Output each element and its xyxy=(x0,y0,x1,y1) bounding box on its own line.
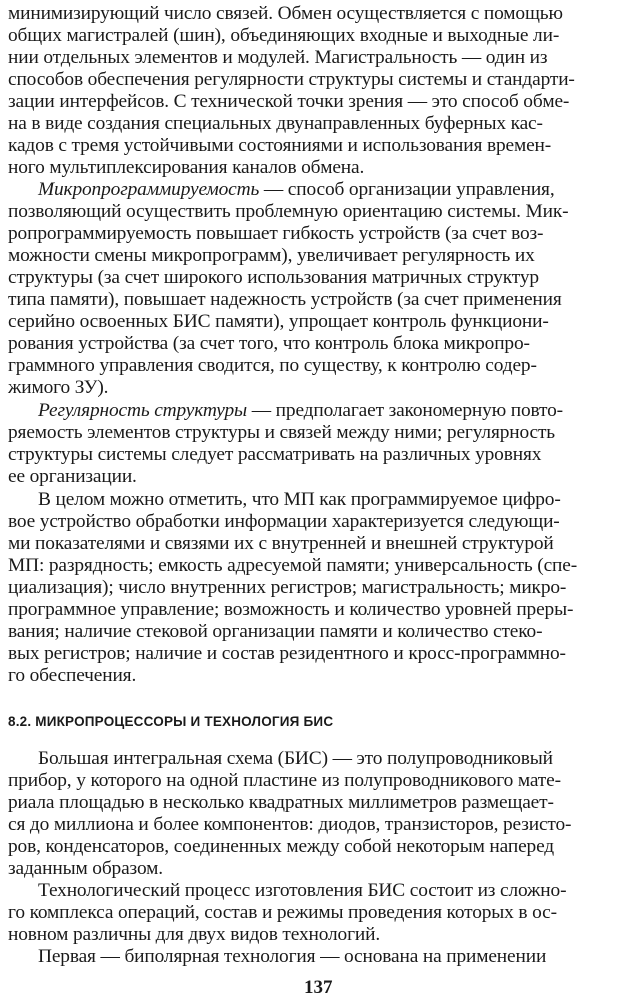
text-line: жимого ЗУ). xyxy=(8,377,109,398)
text-line: вых регистров; наличие и состав резидентного и кросс-программно- xyxy=(8,643,566,664)
text-line: серийно освоенных БИС памяти), упрощает контроль функциони- xyxy=(8,311,549,332)
text-line: можности смены микропрограмм), увеличивает регулярность их xyxy=(8,245,535,266)
text-line: ся до миллиона и более компонентов: диодов, транзисторов, резисто- xyxy=(8,814,572,835)
text-line: программное управление; возможность и количество уровней преры- xyxy=(8,599,574,620)
text-line: новном различны для двух видов технологий. xyxy=(8,924,381,945)
text-line: вое устройство обработки информации характеризуется следующи- xyxy=(8,511,560,532)
text-line: Первая — биполярная технология — основана на применении xyxy=(38,946,547,967)
text-line: на в виде создания специальных двунаправленных буферных кас- xyxy=(8,113,543,134)
text-line: ного мультиплексирования каналов обмена. xyxy=(8,157,365,178)
text-line: ее организации. xyxy=(8,466,137,487)
text-line: общих магистралей (шин), объединяющих входные и выходные ли- xyxy=(8,25,560,46)
text-line: зации интерфейсов. С технической точки зрения — это способ обме- xyxy=(8,91,570,112)
text-line: Большая интегральная схема (БИС) — это полупроводниковый xyxy=(38,748,553,769)
text-line: структуры системы следует рассматривать на различных уровнях xyxy=(8,444,542,465)
text-line: граммного управления сводится, по существу, к контролю содер- xyxy=(8,355,537,376)
text-line: В целом можно отметить, что МП как программируемое цифро- xyxy=(38,489,561,510)
text-line xyxy=(38,179,555,201)
text-line: нии отдельных элементов и модулей. Магистральность — один из xyxy=(8,47,548,68)
text-line: го обеспечения. xyxy=(8,665,137,686)
text-line: ми показателями и связями их с внутренней и внешней структурой xyxy=(8,533,554,554)
text-line: вания; наличие стековой организации памяти и количество стеко- xyxy=(8,621,543,642)
text-line: ров, конденсаторов, соединенных между собой некоторым наперед xyxy=(8,836,555,857)
text-line: прибор, у которого на одной пластине из полупроводникового мате- xyxy=(8,770,561,791)
text-line xyxy=(38,400,563,422)
text-line: го комплекса операций, состав и режимы проведения которых в ос- xyxy=(8,902,557,923)
term-regularity: Регулярность структуры xyxy=(38,400,248,421)
page-number: 137 xyxy=(304,977,333,998)
text-fragment: — предполагает закономерную повто- xyxy=(247,400,563,421)
text-line: МП: разрядность; емкость адресуемой памяти; универсальность (спе- xyxy=(8,555,578,576)
text-line: ропрограммируемость повышает гибкость устройств (за счет воз- xyxy=(8,223,544,244)
text-line: способов обеспечения регулярности структуры системы и стандарти- xyxy=(8,69,575,90)
text-line: циализация); число внутренних регистров; магистральность; микро- xyxy=(8,577,567,598)
term-microprogrammability: Микропрограммируемость xyxy=(38,179,260,200)
text-line: кадов с тремя устойчивыми состояниями и использования времен- xyxy=(8,135,552,156)
text-line: позволяющий осуществить проблемную ориентацию системы. Мик- xyxy=(8,201,569,222)
text-line: типа памяти), повышает надежность устройств (за счет применения xyxy=(8,289,562,310)
text-line: риала площадью в несколько квадратных миллиметров размещает- xyxy=(8,792,554,813)
text-line: Технологический процесс изготовления БИС состоит из сложно- xyxy=(38,880,567,901)
text-fragment: — способ организации управления, xyxy=(259,179,555,200)
text-line: ряемость элементов структуры и связей между ними; регулярность xyxy=(8,422,555,443)
text-line: заданным образом. xyxy=(8,858,163,879)
text-line: структуры (за счет широкого использования матричных структур xyxy=(8,267,539,288)
text-line: минимизирующий число связей. Обмен осуществляется с помощью xyxy=(8,3,563,24)
book-page xyxy=(8,0,630,1005)
section-heading: 8.2. МИКРОПРОЦЕССОРЫ И ТЕХНОЛОГИЯ БИС xyxy=(8,714,334,729)
text-line: рования устройства (за счет того, что контроль блока микропро- xyxy=(8,333,530,354)
